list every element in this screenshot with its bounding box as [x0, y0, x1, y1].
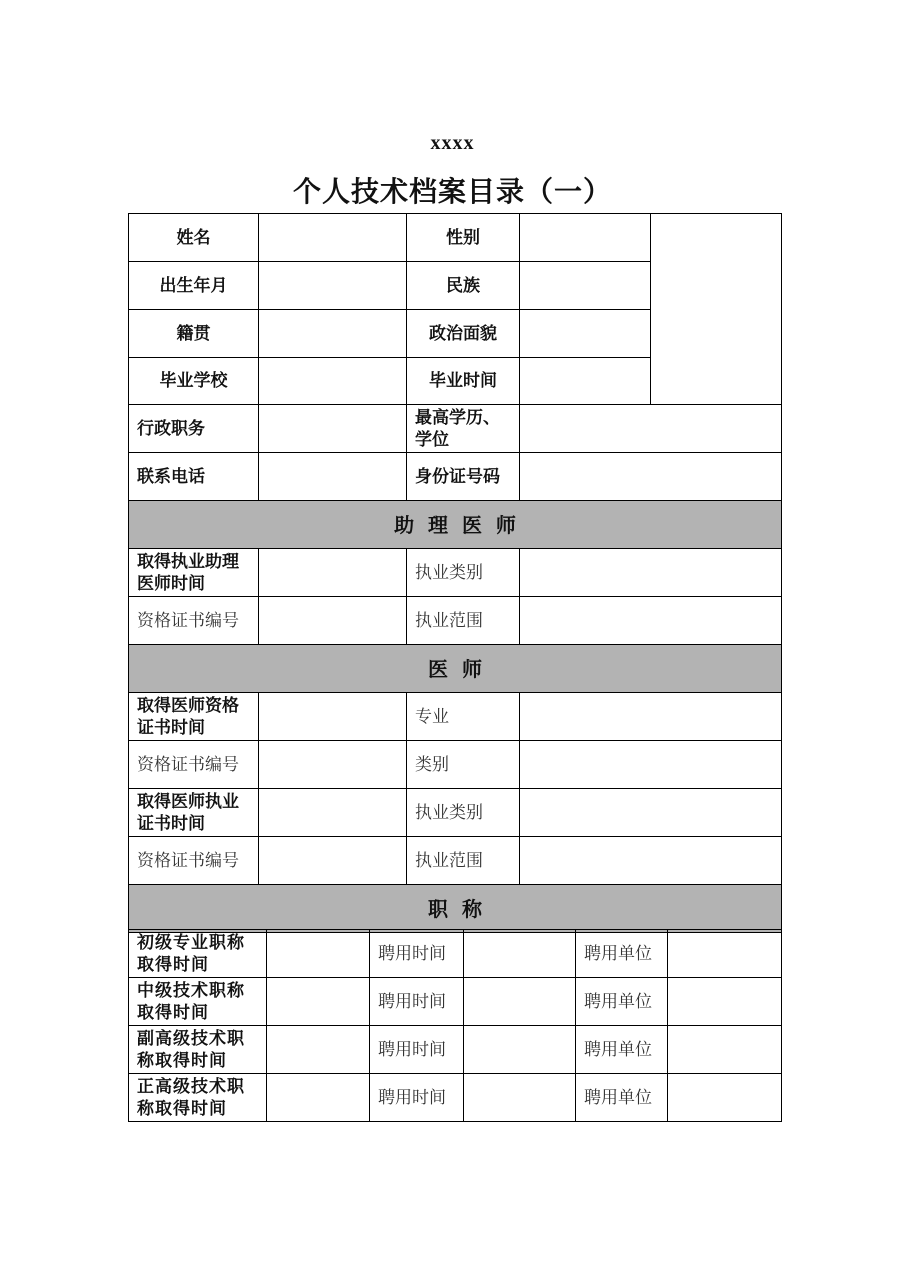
label-hire-unit: 聘用单位 — [576, 1074, 668, 1122]
field-birth[interactable] — [259, 262, 407, 310]
label-hire-unit: 聘用单位 — [576, 930, 668, 978]
label-ethnicity: 民族 — [407, 262, 520, 310]
field-physician-cert-number[interactable] — [259, 741, 407, 789]
field-assistant-practice-category[interactable] — [520, 549, 782, 597]
field-junior-title-time[interactable] — [267, 930, 370, 978]
field-degree[interactable] — [520, 405, 782, 453]
label-political: 政治面貌 — [407, 310, 520, 358]
field-hire-time[interactable] — [464, 978, 576, 1026]
label-assistant-practice-category: 执业类别 — [407, 549, 520, 597]
field-physician-practice-scope[interactable] — [520, 837, 782, 885]
photo-box[interactable] — [651, 214, 782, 405]
label-hire-time: 聘用时间 — [370, 1074, 464, 1122]
label-admin-post: 行政职务 — [129, 405, 259, 453]
field-name[interactable] — [259, 214, 407, 262]
label-intermediate-title-time: 中级技术职称取得时间 — [129, 978, 267, 1026]
label-birth: 出生年月 — [129, 262, 259, 310]
field-physician-practice-time[interactable] — [259, 789, 407, 837]
section-physician: 医 师 — [129, 645, 782, 693]
field-associate-senior-title-time[interactable] — [267, 1026, 370, 1074]
table-row — [129, 1026, 782, 1074]
field-hire-time[interactable] — [464, 1074, 576, 1122]
label-hire-time: 聘用时间 — [370, 978, 464, 1026]
field-admin-post[interactable] — [259, 405, 407, 453]
label-physician-qual-time: 取得医师资格证书时间 — [129, 693, 259, 741]
section-titles: 职 称 — [129, 885, 782, 933]
field-physician-practice-category[interactable] — [520, 789, 782, 837]
label-senior-title-time: 正高级技术职称取得时间 — [129, 1074, 267, 1122]
section-assistant-physician: 助 理 医 师 — [129, 501, 782, 549]
org-name: xxxx — [430, 132, 475, 154]
label-hire-unit: 聘用单位 — [576, 978, 668, 1026]
label-assistant-acquire-time: 取得执业助理医师时间 — [129, 549, 259, 597]
label-junior-title-time: 初级专业职称取得时间 — [129, 930, 267, 978]
label-hire-unit: 聘用单位 — [576, 1026, 668, 1074]
titles-table — [128, 929, 782, 1122]
label-physician-cert-number: 资格证书编号 — [129, 741, 259, 789]
label-hire-time: 聘用时间 — [370, 1026, 464, 1074]
field-phone[interactable] — [259, 453, 407, 501]
label-degree: 最高学历、学位 — [407, 405, 520, 453]
page-title: 个人技术档案目录（一） — [292, 175, 612, 208]
field-hire-time[interactable] — [464, 1026, 576, 1074]
table-row — [129, 1074, 782, 1122]
field-hire-unit[interactable] — [668, 1026, 782, 1074]
field-hire-unit[interactable] — [668, 978, 782, 1026]
label-assistant-practice-scope: 执业范围 — [407, 597, 520, 645]
field-political[interactable] — [520, 310, 651, 358]
label-assistant-cert-number: 资格证书编号 — [129, 597, 259, 645]
field-assistant-acquire-time[interactable] — [259, 549, 407, 597]
table-row — [129, 930, 782, 978]
table-row — [129, 978, 782, 1026]
label-physician-category: 类别 — [407, 741, 520, 789]
field-assistant-cert-number[interactable] — [259, 597, 407, 645]
label-name: 姓名 — [129, 214, 259, 262]
label-physician-practice-category: 执业类别 — [407, 789, 520, 837]
field-hire-time[interactable] — [464, 930, 576, 978]
label-phone: 联系电话 — [129, 453, 259, 501]
field-physician-specialty[interactable] — [520, 693, 782, 741]
field-id-number[interactable] — [520, 453, 782, 501]
field-physician-category[interactable] — [520, 741, 782, 789]
field-physician-qual-time[interactable] — [259, 693, 407, 741]
field-assistant-practice-scope[interactable] — [520, 597, 782, 645]
label-hire-time: 聘用时间 — [370, 930, 464, 978]
field-ethnicity[interactable] — [520, 262, 651, 310]
archive-table — [128, 213, 782, 933]
label-physician-practice-scope: 执业范围 — [407, 837, 520, 885]
label-physician-cert-number-2: 资格证书编号 — [129, 837, 259, 885]
label-physician-practice-time: 取得医师执业证书时间 — [129, 789, 259, 837]
label-gender: 性别 — [407, 214, 520, 262]
field-school[interactable] — [259, 358, 407, 405]
field-physician-cert-number-2[interactable] — [259, 837, 407, 885]
field-senior-title-time[interactable] — [267, 1074, 370, 1122]
label-physician-specialty: 专业 — [407, 693, 520, 741]
field-intermediate-title-time[interactable] — [267, 978, 370, 1026]
label-school: 毕业学校 — [129, 358, 259, 405]
field-grad-time[interactable] — [520, 358, 651, 405]
field-hire-unit[interactable] — [668, 930, 782, 978]
label-native-place: 籍贯 — [129, 310, 259, 358]
field-hire-unit[interactable] — [668, 1074, 782, 1122]
label-grad-time: 毕业时间 — [407, 358, 520, 405]
field-gender[interactable] — [520, 214, 651, 262]
label-associate-senior-title-time: 副高级技术职称取得时间 — [129, 1026, 267, 1074]
label-id-number: 身份证号码 — [407, 453, 520, 501]
field-native-place[interactable] — [259, 310, 407, 358]
